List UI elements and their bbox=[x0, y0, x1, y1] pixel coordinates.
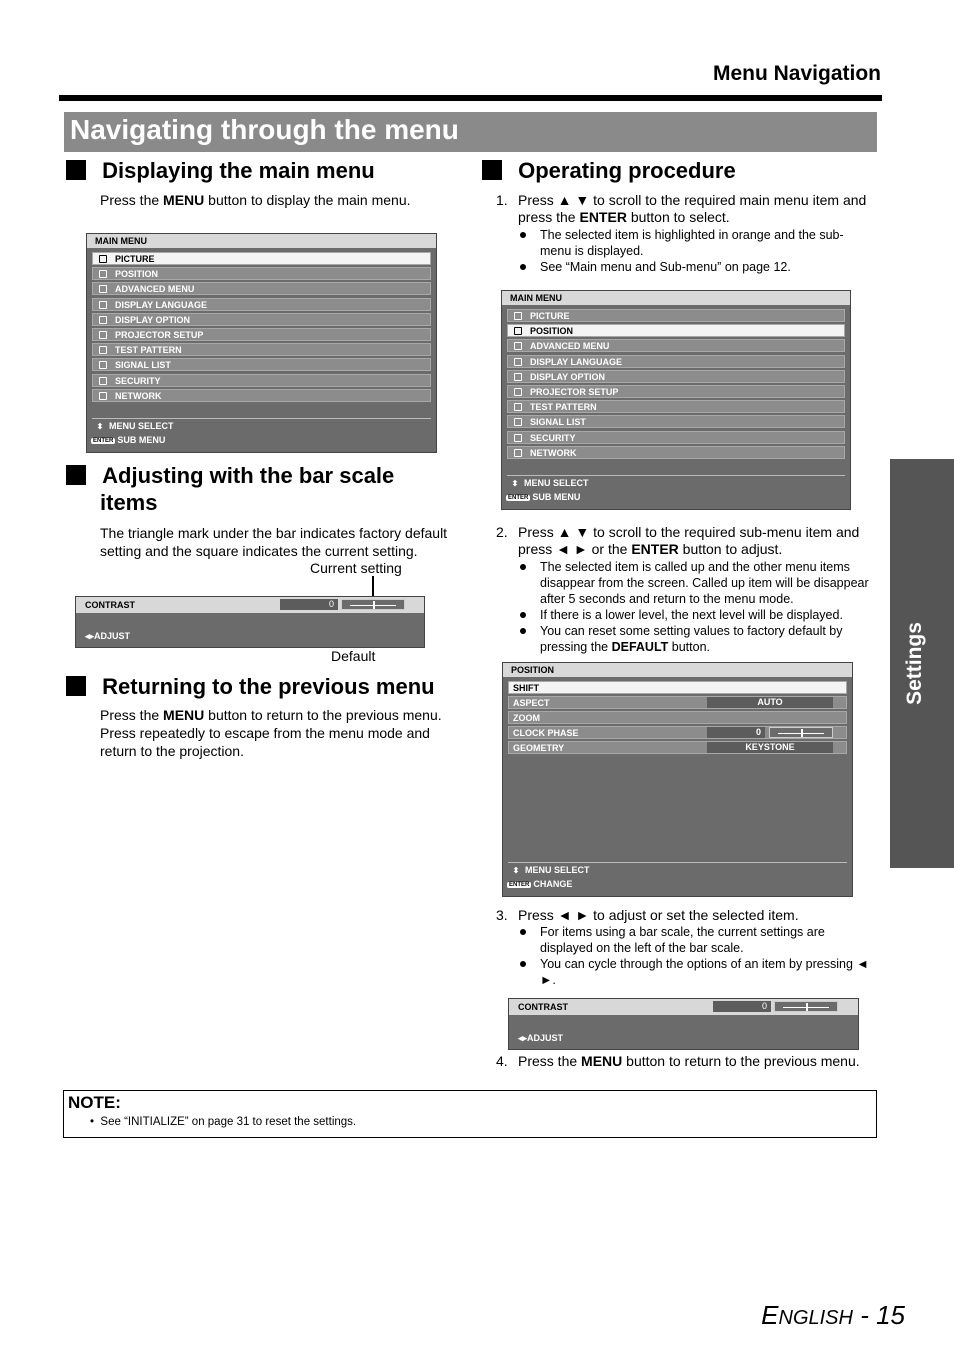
menu-item-position[interactable] bbox=[507, 324, 845, 337]
menu-item-label: TEST PATTERN bbox=[115, 345, 182, 356]
heading-adjusting-bar-scale bbox=[66, 462, 466, 516]
sub-menu-hint bbox=[506, 492, 580, 502]
menu-key-text: MENU bbox=[581, 1053, 623, 1069]
bullet: For items using a bar scale, the current settings are displayed on the left of the bar scale. bbox=[517, 924, 878, 956]
menu-item-signal-list[interactable] bbox=[92, 358, 431, 371]
contrast-label: CONTRAST bbox=[518, 1002, 568, 1012]
menu-divider bbox=[508, 862, 847, 863]
submenu-item-label: SHIFT bbox=[513, 683, 539, 693]
submenu-item-label: ZOOM bbox=[513, 713, 540, 723]
heading-marker bbox=[66, 465, 86, 485]
adjust-text: ADJUST bbox=[94, 631, 131, 641]
text: button. bbox=[668, 640, 710, 654]
change-hint bbox=[507, 879, 572, 889]
note-item: • See “INITIALIZE” on page 31 to reset the settings. bbox=[90, 1116, 357, 1128]
step-1 bbox=[496, 192, 881, 226]
menu-item-label: PICTURE bbox=[530, 311, 570, 321]
menu-item-projector-setup[interactable] bbox=[507, 385, 845, 398]
menu-item-label: TEST PATTERN bbox=[530, 402, 597, 413]
step-3-bullets bbox=[517, 924, 878, 988]
enter-key-icon: ENTER bbox=[509, 882, 530, 888]
menu-item-label: PICTURE bbox=[115, 254, 155, 264]
menu-select-hint bbox=[507, 865, 590, 875]
menu-item-label: PROJECTOR SETUP bbox=[115, 330, 204, 340]
note-text: See “INITIALIZE” on page 31 to reset the settings. bbox=[100, 1116, 357, 1128]
menu-item-label: DISPLAY OPTION bbox=[530, 371, 606, 382]
text: press ◄ ► or the bbox=[518, 541, 632, 557]
main-menu-screen-position-selected bbox=[501, 290, 851, 510]
step-2 bbox=[496, 524, 881, 558]
text: button to adjust. bbox=[678, 541, 783, 557]
menu-item-label: PROJECTOR SETUP bbox=[530, 387, 619, 397]
contrast-scale[interactable] bbox=[341, 599, 405, 610]
language-icon bbox=[514, 358, 522, 366]
current-setting-label: Current setting bbox=[310, 560, 402, 576]
paragraph-returning bbox=[100, 706, 462, 760]
advanced-menu-icon bbox=[514, 342, 522, 350]
header-rule bbox=[59, 95, 882, 101]
contrast-bar-screen-2 bbox=[508, 998, 859, 1050]
sub-menu-hint bbox=[91, 435, 165, 445]
heading-marker bbox=[66, 676, 86, 696]
clock-phase-scale[interactable] bbox=[769, 727, 833, 738]
menu-item-label: SIGNAL LIST bbox=[115, 360, 171, 371]
main-menu-title: MAIN MENU bbox=[502, 291, 850, 305]
section-title: Menu Navigation bbox=[712, 62, 881, 85]
paragraph-bar-scale: The triangle mark under the bar indicates factory default setting and the square indicates the current setting. bbox=[100, 525, 448, 559]
display-option-icon bbox=[99, 316, 107, 324]
heading-displaying-main-menu bbox=[66, 157, 375, 184]
submenu-item-label: GEOMETRY bbox=[513, 743, 565, 753]
step-3 bbox=[496, 907, 881, 924]
position-icon bbox=[99, 270, 107, 278]
text: press the bbox=[518, 209, 580, 225]
contrast-bar-screen bbox=[75, 596, 425, 648]
contrast-label: CONTRAST bbox=[85, 600, 135, 610]
main-menu-screen bbox=[86, 233, 437, 453]
menu-divider bbox=[92, 418, 431, 419]
scale-marker bbox=[806, 1003, 808, 1011]
text: button to return to the previous menu. bbox=[622, 1053, 860, 1069]
contrast-scale[interactable] bbox=[774, 1001, 838, 1012]
menu-item-label: DISPLAY OPTION bbox=[115, 314, 191, 325]
up-down-icon: ⬍ bbox=[511, 479, 519, 488]
step-3-text: Press ◄ ► to adjust or set the selected item. bbox=[518, 907, 799, 923]
position-icon bbox=[514, 327, 522, 335]
menu-item-test-pattern[interactable] bbox=[92, 343, 431, 356]
step-4-text bbox=[518, 1053, 881, 1070]
note-box bbox=[63, 1090, 877, 1138]
security-icon bbox=[99, 377, 107, 385]
hint-text: MENU SELECT bbox=[524, 478, 589, 488]
step-4 bbox=[496, 1053, 881, 1070]
step-1-bullets bbox=[517, 227, 877, 275]
step-number: 3. bbox=[496, 907, 508, 923]
step-number: 1. bbox=[496, 192, 508, 208]
step-number: 4. bbox=[496, 1053, 508, 1069]
text: The selected item is highlighted in orange and the sub- bbox=[540, 228, 844, 242]
heading-returning bbox=[66, 673, 435, 700]
heading-text: items bbox=[100, 490, 158, 515]
hint-text: CHANGE bbox=[533, 879, 573, 889]
adjust-text: ADJUST bbox=[527, 1033, 564, 1043]
menu-item-picture[interactable] bbox=[507, 309, 845, 322]
text: Press the bbox=[100, 192, 164, 208]
position-submenu-title: POSITION bbox=[503, 663, 852, 677]
bullet: The selected item is called up and the other menu items disappear from the screen. Called up item will be disappear after 5 seconds and return to the menu mode. bbox=[517, 559, 878, 607]
footer-e: E bbox=[761, 1300, 779, 1330]
menu-select-hint bbox=[506, 478, 589, 488]
heading-text: Returning to the previous menu bbox=[102, 674, 435, 699]
step-1-text bbox=[518, 192, 881, 226]
menu-item-test-pattern[interactable] bbox=[507, 400, 845, 413]
advanced-menu-icon bbox=[99, 285, 107, 293]
menu-item-label: POSITION bbox=[115, 269, 159, 280]
submenu-item-zoom[interactable] bbox=[508, 711, 847, 724]
contrast-value: 0 bbox=[713, 1001, 771, 1012]
heading-text: Displaying the main menu bbox=[102, 158, 375, 183]
text: menu is displayed. bbox=[540, 244, 644, 258]
hint-text: SUB MENU bbox=[532, 492, 581, 502]
network-icon bbox=[99, 392, 107, 400]
menu-item-label: SECURITY bbox=[115, 375, 161, 386]
note-title: NOTE: bbox=[68, 1093, 121, 1112]
menu-item-display-language[interactable] bbox=[92, 298, 431, 311]
menu-item-security[interactable] bbox=[507, 431, 845, 444]
menu-item-label: POSITION bbox=[530, 326, 574, 337]
settings-side-tab bbox=[890, 459, 954, 868]
heading-text: Operating procedure bbox=[518, 158, 736, 183]
menu-item-label: DISPLAY LANGUAGE bbox=[115, 299, 208, 310]
projector-setup-icon bbox=[514, 388, 522, 396]
bullet: If there is a lower level, the next level will be displayed. bbox=[517, 607, 878, 623]
menu-item-projector-setup[interactable] bbox=[92, 328, 431, 341]
text: You can reset some setting values to factory default by pressing the bbox=[540, 624, 843, 654]
hint-text: MENU SELECT bbox=[525, 865, 590, 875]
settings-tab-label: Settings bbox=[903, 622, 926, 705]
submenu-item-value: AUTO bbox=[707, 697, 833, 708]
enter-key-text: ENTER bbox=[631, 541, 679, 557]
menu-item-display-language[interactable] bbox=[507, 355, 845, 368]
clock-phase-value: 0 bbox=[707, 727, 765, 738]
text: Press ▲ ▼ to scroll to the required main menu item and bbox=[518, 192, 867, 208]
enter-key-text: ENTER bbox=[579, 209, 627, 225]
enter-key-icon: ENTER bbox=[508, 495, 529, 501]
up-down-icon: ⬍ bbox=[512, 866, 520, 875]
menu-item-security[interactable] bbox=[92, 374, 431, 387]
adjust-hint bbox=[518, 1033, 563, 1044]
menu-item-display-option[interactable] bbox=[92, 313, 431, 326]
menu-key-text: MENU bbox=[163, 707, 205, 723]
signal-list-icon bbox=[514, 418, 522, 426]
hint-text: MENU SELECT bbox=[109, 421, 174, 431]
heading-text: Adjusting with the bar scale bbox=[102, 463, 395, 488]
test-pattern-icon bbox=[99, 346, 107, 354]
paragraph-display-menu bbox=[100, 191, 460, 209]
bullet: You can cycle through the options of an item by pressing ◄ ►. bbox=[517, 956, 878, 988]
submenu-item-geometry[interactable] bbox=[508, 741, 847, 754]
scale-marker bbox=[373, 601, 375, 609]
picture-icon bbox=[99, 255, 107, 263]
position-submenu-screen bbox=[502, 662, 853, 897]
submenu-item-label: ASPECT bbox=[513, 698, 550, 708]
menu-item-label: DISPLAY LANGUAGE bbox=[530, 356, 623, 367]
menu-key-text: MENU bbox=[163, 192, 205, 208]
submenu-item-aspect[interactable] bbox=[508, 696, 847, 709]
default-key-text: DEFAULT bbox=[611, 640, 669, 654]
text: button to select. bbox=[626, 209, 730, 225]
text: Press the bbox=[518, 1053, 582, 1069]
step-2-bullets bbox=[517, 559, 878, 655]
page-title: Navigating through the menu bbox=[64, 112, 877, 152]
submenu-item-clock-phase[interactable] bbox=[508, 726, 847, 739]
heading-marker bbox=[482, 160, 502, 180]
menu-item-display-option[interactable] bbox=[507, 370, 845, 383]
enter-key-icon: ENTER bbox=[93, 438, 114, 444]
left-right-icon: ◂▸ bbox=[518, 1033, 528, 1043]
step-2-text bbox=[518, 524, 881, 558]
submenu-item-value: KEYSTONE bbox=[707, 742, 833, 753]
security-icon bbox=[514, 434, 522, 442]
step-number: 2. bbox=[496, 524, 508, 540]
menu-item-advanced-menu[interactable] bbox=[92, 282, 431, 295]
submenu-item-label: CLOCK PHASE bbox=[513, 728, 579, 738]
menu-item-label: ADVANCED MENU bbox=[115, 284, 195, 295]
menu-item-position[interactable] bbox=[92, 267, 431, 280]
projector-setup-icon bbox=[99, 331, 107, 339]
submenu-item-shift[interactable] bbox=[508, 681, 847, 694]
menu-item-label: NETWORK bbox=[530, 447, 577, 458]
menu-divider bbox=[507, 475, 845, 476]
bullet bbox=[517, 227, 877, 259]
picture-icon bbox=[514, 312, 522, 320]
footer-nglish: NGLISH bbox=[778, 1307, 853, 1329]
menu-item-network[interactable] bbox=[507, 446, 845, 459]
hint-text: SUB MENU bbox=[117, 435, 166, 445]
footer-page: - 15 bbox=[852, 1300, 905, 1330]
heading-operating-procedure bbox=[482, 157, 736, 184]
default-label: Default bbox=[331, 648, 376, 664]
menu-item-label: ADVANCED MENU bbox=[530, 341, 610, 352]
menu-item-label: SECURITY bbox=[530, 432, 576, 443]
text: Press the bbox=[100, 707, 164, 723]
menu-select-hint bbox=[91, 421, 174, 431]
text: Press ▲ ▼ to scroll to the required sub-menu item and bbox=[518, 524, 860, 540]
main-menu-title: MAIN MENU bbox=[87, 234, 436, 248]
scale-marker bbox=[801, 729, 803, 737]
up-down-icon: ⬍ bbox=[96, 422, 104, 431]
heading-marker bbox=[66, 160, 86, 180]
test-pattern-icon bbox=[514, 403, 522, 411]
language-icon bbox=[99, 301, 107, 309]
menu-item-label: SIGNAL LIST bbox=[530, 417, 586, 428]
menu-item-label: NETWORK bbox=[115, 390, 162, 401]
menu-item-network[interactable] bbox=[92, 389, 431, 402]
display-option-icon bbox=[514, 373, 522, 381]
network-icon bbox=[514, 449, 522, 457]
menu-item-advanced-menu[interactable] bbox=[507, 339, 845, 352]
left-right-icon: ◂▸ bbox=[85, 631, 95, 641]
text: button to return to the previous menu. Press repeatedly to escape from the menu mode and return to the projection. bbox=[100, 707, 442, 759]
menu-item-picture[interactable] bbox=[92, 252, 431, 265]
bullet bbox=[517, 623, 878, 655]
bullet: See “Main menu and Sub-menu” on page 12. bbox=[517, 259, 877, 275]
signal-list-icon bbox=[99, 361, 107, 369]
adjust-hint bbox=[85, 631, 130, 642]
text: button to display the main menu. bbox=[204, 192, 411, 208]
contrast-value: 0 bbox=[280, 599, 338, 610]
page-number bbox=[700, 1300, 905, 1331]
menu-item-signal-list[interactable] bbox=[507, 415, 845, 428]
